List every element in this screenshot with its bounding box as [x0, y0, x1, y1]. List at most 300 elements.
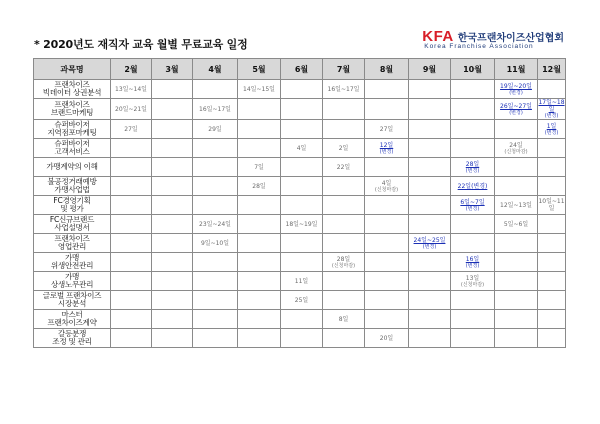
- schedule-cell: [111, 177, 152, 196]
- schedule-cell: [281, 272, 323, 291]
- schedule-entry: [495, 83, 537, 96]
- schedule-entry: [495, 202, 537, 209]
- course-header: 과목명: [34, 59, 111, 80]
- course-name-line: 상생노무관리: [50, 280, 94, 289]
- schedule-cell: [495, 196, 538, 215]
- schedule-cell: [238, 329, 281, 348]
- schedule-date: 24일~25일: [413, 236, 446, 244]
- schedule-cell: [111, 253, 152, 272]
- schedule-cell: [495, 139, 538, 158]
- schedule-note: (변경): [465, 205, 480, 212]
- schedule-date: 24일: [509, 141, 523, 149]
- table-row: [34, 253, 566, 272]
- brand-subtitle: Korea Franchise Association: [424, 43, 534, 50]
- month-header: 6월: [281, 59, 323, 80]
- schedule-cell: [323, 120, 365, 139]
- schedule-date: 29일: [208, 125, 222, 133]
- schedule-cell: [111, 80, 152, 99]
- schedule-cell: [152, 177, 193, 196]
- schedule-date: 16일~17일: [199, 105, 231, 113]
- schedule-cell: [323, 80, 365, 99]
- schedule-cell: [193, 158, 238, 177]
- table-row: [34, 215, 566, 234]
- schedule-cell: [152, 234, 193, 253]
- schedule-date: 27일: [124, 125, 138, 133]
- course-name-line: 마스터: [61, 309, 83, 319]
- schedule-entry: [538, 99, 565, 119]
- schedule-cell: [111, 310, 152, 329]
- schedule-entry: [323, 86, 364, 93]
- schedule-entry: [281, 297, 322, 304]
- schedule-cell: [409, 120, 451, 139]
- course-name-line: 영업관리: [57, 242, 87, 251]
- course-name-line: 프랜차이즈계약: [47, 318, 97, 327]
- schedule-date: 4일: [381, 179, 392, 187]
- schedule-date: 6일~7일: [460, 198, 485, 206]
- schedule-cell: [495, 158, 538, 177]
- schedule-cell: [281, 158, 323, 177]
- schedule-cell: [323, 215, 365, 234]
- schedule-cell: [365, 196, 409, 215]
- schedule-date: 12일~13일: [500, 201, 532, 209]
- course-name-line: 시장분석: [57, 299, 87, 308]
- schedule-date: 28일: [465, 160, 480, 168]
- schedule-date: 14일~15일: [243, 85, 275, 93]
- schedule-date: 16일: [465, 255, 480, 263]
- schedule-cell: [281, 291, 323, 310]
- schedule-cell: [111, 215, 152, 234]
- course-name-cell: [34, 329, 111, 348]
- schedule-date: 18일~19일: [285, 220, 318, 228]
- schedule-note: (변경): [544, 113, 559, 119]
- schedule-note: (변경): [544, 129, 559, 136]
- schedule-cell: [193, 99, 238, 120]
- schedule-cell: [495, 120, 538, 139]
- schedule-entry: [495, 221, 537, 228]
- schedule-cell: [193, 196, 238, 215]
- schedule-cell: [365, 291, 409, 310]
- schedule-cell: [281, 177, 323, 196]
- schedule-cell: [409, 196, 451, 215]
- schedule-date: 8일: [338, 315, 349, 323]
- schedule-note: (신청마감): [504, 148, 528, 155]
- schedule-entry: [365, 142, 408, 155]
- schedule-entry: [238, 164, 280, 171]
- course-name-line: 가맹사업법: [54, 185, 90, 194]
- schedule-cell: [152, 80, 193, 99]
- schedule-date: 13일: [465, 274, 480, 282]
- schedule-date: 2일: [338, 144, 349, 152]
- schedule-cell: [238, 272, 281, 291]
- schedule-cell: [323, 291, 365, 310]
- course-name-line: 갈등분쟁: [57, 328, 87, 338]
- schedule-entry: [281, 278, 322, 285]
- schedule-cell: [152, 215, 193, 234]
- month-header: 9월: [409, 59, 451, 80]
- schedule-entry: [193, 126, 237, 133]
- table-row: [34, 234, 566, 253]
- table-body: [34, 80, 566, 348]
- schedule-entry: [538, 123, 565, 136]
- schedule-cell: [152, 329, 193, 348]
- schedule-cell: [409, 272, 451, 291]
- schedule-note: (신청마감): [374, 186, 399, 193]
- schedule-date: 12일: [379, 141, 394, 149]
- schedule-cell: [538, 272, 566, 291]
- schedule-cell: [111, 196, 152, 215]
- schedule-cell: [538, 291, 566, 310]
- schedule-cell: [365, 80, 409, 99]
- month-header: 11월: [495, 59, 538, 80]
- schedule-cell: [281, 120, 323, 139]
- schedule-date: 27일: [379, 125, 394, 133]
- schedule-cell: [281, 234, 323, 253]
- course-name-cell: [34, 291, 111, 310]
- schedule-cell: [495, 99, 538, 120]
- schedule-entry: [451, 183, 494, 190]
- course-name-cell: [34, 177, 111, 196]
- month-header: 5월: [238, 59, 281, 80]
- schedule-cell: [323, 310, 365, 329]
- course-name-line: 위생안전관리: [50, 261, 94, 270]
- schedule-date: 22일(변경): [457, 182, 488, 190]
- course-name-line: 슈퍼바이저: [54, 119, 90, 129]
- schedule-cell: [451, 139, 495, 158]
- schedule-entry: [451, 275, 494, 288]
- table-row: [34, 329, 566, 348]
- schedule-cell: [152, 158, 193, 177]
- schedule-date: 10일~11일: [538, 198, 565, 212]
- schedule-date: 5일~6일: [503, 220, 529, 228]
- table-row: [34, 99, 566, 120]
- schedule-table: [33, 58, 566, 348]
- month-header: 2월: [111, 59, 152, 80]
- schedule-cell: [451, 196, 495, 215]
- schedule-date: 25일: [294, 296, 309, 304]
- schedule-date: 13일~14일: [115, 85, 147, 93]
- schedule-cell: [451, 158, 495, 177]
- page-header: [0, 0, 600, 58]
- schedule-cell: [323, 329, 365, 348]
- schedule-cell: [495, 310, 538, 329]
- schedule-cell: [281, 80, 323, 99]
- schedule-date: 4일: [296, 144, 307, 152]
- schedule-cell: [323, 99, 365, 120]
- schedule-cell: [409, 310, 451, 329]
- schedule-cell: [451, 177, 495, 196]
- schedule-entry: [365, 180, 408, 193]
- schedule-cell: [323, 158, 365, 177]
- schedule-cell: [152, 196, 193, 215]
- table-row: [34, 120, 566, 139]
- schedule-cell: [111, 120, 152, 139]
- schedule-cell: [451, 234, 495, 253]
- schedule-entry: [193, 106, 237, 113]
- course-name-cell: [34, 196, 111, 215]
- schedule-cell: [495, 80, 538, 99]
- course-name-line: 브랜드마케팅: [50, 108, 94, 117]
- schedule-cell: [193, 329, 238, 348]
- schedule-cell: [365, 158, 409, 177]
- schedule-cell: [193, 80, 238, 99]
- schedule-date: 19일~20일: [500, 82, 532, 90]
- schedule-cell: [152, 99, 193, 120]
- schedule-date: 7일: [254, 163, 264, 171]
- course-name-cell: [34, 80, 111, 99]
- schedule-cell: [365, 215, 409, 234]
- schedule-entry: [111, 126, 151, 133]
- schedule-cell: [538, 253, 566, 272]
- schedule-cell: [451, 99, 495, 120]
- course-name-line: 사업설명서: [54, 223, 90, 232]
- schedule-cell: [152, 120, 193, 139]
- schedule-entry: [538, 198, 565, 212]
- schedule-entry: [193, 240, 237, 247]
- schedule-cell: [495, 177, 538, 196]
- schedule-cell: [238, 80, 281, 99]
- schedule-date: 20일~21일: [115, 105, 147, 113]
- schedule-cell: [111, 158, 152, 177]
- schedule-cell: [193, 291, 238, 310]
- brand-name: 한국프랜차이즈산업협회: [457, 33, 564, 44]
- schedule-cell: [238, 139, 281, 158]
- schedule-cell: [238, 196, 281, 215]
- schedule-cell: [365, 120, 409, 139]
- course-name-line: 프랜차이즈: [54, 233, 90, 243]
- schedule-cell: [111, 291, 152, 310]
- schedule-entry: [111, 106, 151, 113]
- course-name-cell: [34, 120, 111, 139]
- schedule-date: 22일: [336, 163, 351, 171]
- schedule-entry: [365, 335, 408, 342]
- course-name-line: FC경영기획: [53, 195, 91, 205]
- table-row: [34, 272, 566, 291]
- schedule-cell: [495, 272, 538, 291]
- month-header: 12월: [538, 59, 566, 80]
- schedule-cell: [238, 99, 281, 120]
- schedule-cell: [193, 253, 238, 272]
- table-row: [34, 80, 566, 99]
- schedule-cell: [495, 234, 538, 253]
- schedule-cell: [538, 80, 566, 99]
- schedule-cell: [238, 215, 281, 234]
- schedule-cell: [451, 272, 495, 291]
- schedule-date: 16일~17일: [327, 85, 360, 93]
- course-name-cell: [34, 234, 111, 253]
- course-name-cell: [34, 272, 111, 291]
- schedule-cell: [409, 215, 451, 234]
- schedule-cell: [281, 196, 323, 215]
- schedule-cell: [365, 139, 409, 158]
- month-header: 3월: [152, 59, 193, 80]
- course-name-cell: [34, 158, 111, 177]
- schedule-cell: [193, 310, 238, 329]
- schedule-cell: [281, 99, 323, 120]
- schedule-cell: [281, 329, 323, 348]
- schedule-cell: [538, 120, 566, 139]
- schedule-cell: [538, 310, 566, 329]
- schedule-cell: [495, 215, 538, 234]
- schedule-entry: [323, 316, 364, 323]
- schedule-cell: [538, 234, 566, 253]
- schedule-cell: [538, 139, 566, 158]
- schedule-cell: [409, 158, 451, 177]
- schedule-cell: [281, 139, 323, 158]
- schedule-cell: [193, 272, 238, 291]
- schedule-cell: [152, 253, 193, 272]
- schedule-entry: [238, 86, 280, 93]
- schedule-date: 1일: [546, 122, 557, 130]
- course-name-line: 지역점포마케팅: [47, 128, 97, 137]
- schedule-cell: [238, 291, 281, 310]
- schedule-entry: [323, 256, 364, 269]
- schedule-cell: [193, 120, 238, 139]
- schedule-entry: [238, 183, 280, 190]
- table-row: [34, 291, 566, 310]
- schedule-cell: [323, 139, 365, 158]
- schedule-cell: [365, 234, 409, 253]
- schedule-cell: [111, 234, 152, 253]
- schedule-cell: [495, 291, 538, 310]
- month-header: 8월: [365, 59, 409, 80]
- schedule-cell: [538, 329, 566, 348]
- schedule-cell: [238, 177, 281, 196]
- month-header: 7월: [323, 59, 365, 80]
- table-row: [34, 139, 566, 158]
- schedule-cell: [323, 253, 365, 272]
- schedule-cell: [238, 234, 281, 253]
- course-name-line: FC신규브랜드: [49, 214, 95, 224]
- schedule-date: 28일: [252, 182, 266, 190]
- month-header: 4월: [193, 59, 238, 80]
- course-name-line: 빅데이터 상권분석: [42, 88, 102, 97]
- schedule-note: (변경): [422, 243, 437, 250]
- course-name-line: 불공정거래예방: [47, 176, 97, 186]
- schedule-cell: [538, 158, 566, 177]
- course-name-cell: [34, 310, 111, 329]
- schedule-date: 9일~10일: [200, 239, 230, 247]
- schedule-cell: [152, 291, 193, 310]
- schedule-cell: [365, 177, 409, 196]
- course-name-line: 고객서비스: [54, 147, 90, 156]
- schedule-cell: [281, 253, 323, 272]
- kfa-logo: KFA: [422, 28, 454, 45]
- schedule-cell: [451, 120, 495, 139]
- course-name-cell: [34, 99, 111, 120]
- schedule-cell: [111, 99, 152, 120]
- schedule-cell: [238, 158, 281, 177]
- schedule-entry: [281, 221, 322, 228]
- schedule-cell: [152, 310, 193, 329]
- schedule-entry: [451, 161, 494, 174]
- schedule-cell: [365, 99, 409, 120]
- schedule-cell: [409, 177, 451, 196]
- course-name-line: 가맹: [64, 271, 80, 281]
- schedule-entry: [451, 199, 494, 212]
- schedule-cell: [409, 253, 451, 272]
- course-name-line: 프랜차이즈: [54, 99, 90, 109]
- schedule-entry: [495, 142, 537, 155]
- schedule-cell: [193, 234, 238, 253]
- schedule-cell: [409, 329, 451, 348]
- schedule-date: 23일~24일: [199, 220, 231, 228]
- course-name-line: 가맹: [64, 252, 80, 262]
- schedule-date: 17일~18일: [538, 99, 565, 113]
- table-header-row: [34, 59, 566, 80]
- schedule-cell: [111, 272, 152, 291]
- schedule-cell: [111, 139, 152, 158]
- course-name-cell: [34, 139, 111, 158]
- schedule-note: (변경): [509, 89, 523, 96]
- schedule-cell: [111, 329, 152, 348]
- schedule-entry: [495, 103, 537, 116]
- schedule-note: (변경): [465, 262, 480, 269]
- month-header: 10월: [451, 59, 495, 80]
- schedule-cell: [409, 139, 451, 158]
- schedule-cell: [538, 196, 566, 215]
- schedule-date: 26일~27일: [500, 102, 532, 110]
- schedule-cell: [451, 291, 495, 310]
- schedule-cell: [238, 120, 281, 139]
- schedule-cell: [451, 215, 495, 234]
- schedule-cell: [451, 310, 495, 329]
- schedule-date: 11일: [294, 277, 309, 285]
- table-row: [34, 158, 566, 177]
- schedule-cell: [193, 139, 238, 158]
- schedule-cell: [495, 253, 538, 272]
- course-name-line: 글로벌 프랜차이즈: [42, 290, 102, 300]
- schedule-cell: [451, 80, 495, 99]
- schedule-cell: [538, 215, 566, 234]
- schedule-cell: [409, 234, 451, 253]
- page-title: * 2020년도 재직자 교육 월별 무료교육 일정: [34, 38, 248, 51]
- course-name-line: 슈퍼바이저: [54, 138, 90, 148]
- schedule-cell: [152, 139, 193, 158]
- schedule-cell: [238, 253, 281, 272]
- schedule-cell: [365, 310, 409, 329]
- schedule-entry: [451, 256, 494, 269]
- schedule-note: (신청마감): [460, 281, 485, 288]
- schedule-cell: [323, 177, 365, 196]
- course-name-cell: [34, 253, 111, 272]
- schedule-cell: [365, 329, 409, 348]
- schedule-cell: [538, 99, 566, 120]
- schedule-cell: [281, 310, 323, 329]
- schedule-entry: [111, 86, 151, 93]
- table-row: [34, 196, 566, 215]
- schedule-cell: [538, 177, 566, 196]
- schedule-cell: [323, 234, 365, 253]
- schedule-cell: [409, 291, 451, 310]
- schedule-cell: [152, 272, 193, 291]
- course-name-line: 및 평가: [60, 204, 84, 213]
- schedule-cell: [193, 177, 238, 196]
- schedule-cell: [281, 215, 323, 234]
- schedule-cell: [238, 310, 281, 329]
- table-row: [34, 310, 566, 329]
- course-name-line: 조정 및 관리: [52, 337, 92, 346]
- schedule-cell: [193, 215, 238, 234]
- schedule-cell: [409, 80, 451, 99]
- schedule-cell: [495, 329, 538, 348]
- schedule-cell: [323, 272, 365, 291]
- schedule-date: 20일: [379, 334, 394, 342]
- schedule-note: (변경): [465, 167, 480, 174]
- schedule-cell: [451, 253, 495, 272]
- schedule-entry: [193, 221, 237, 228]
- schedule-note: (변경): [509, 109, 523, 116]
- schedule-note: (신청마감): [331, 262, 356, 269]
